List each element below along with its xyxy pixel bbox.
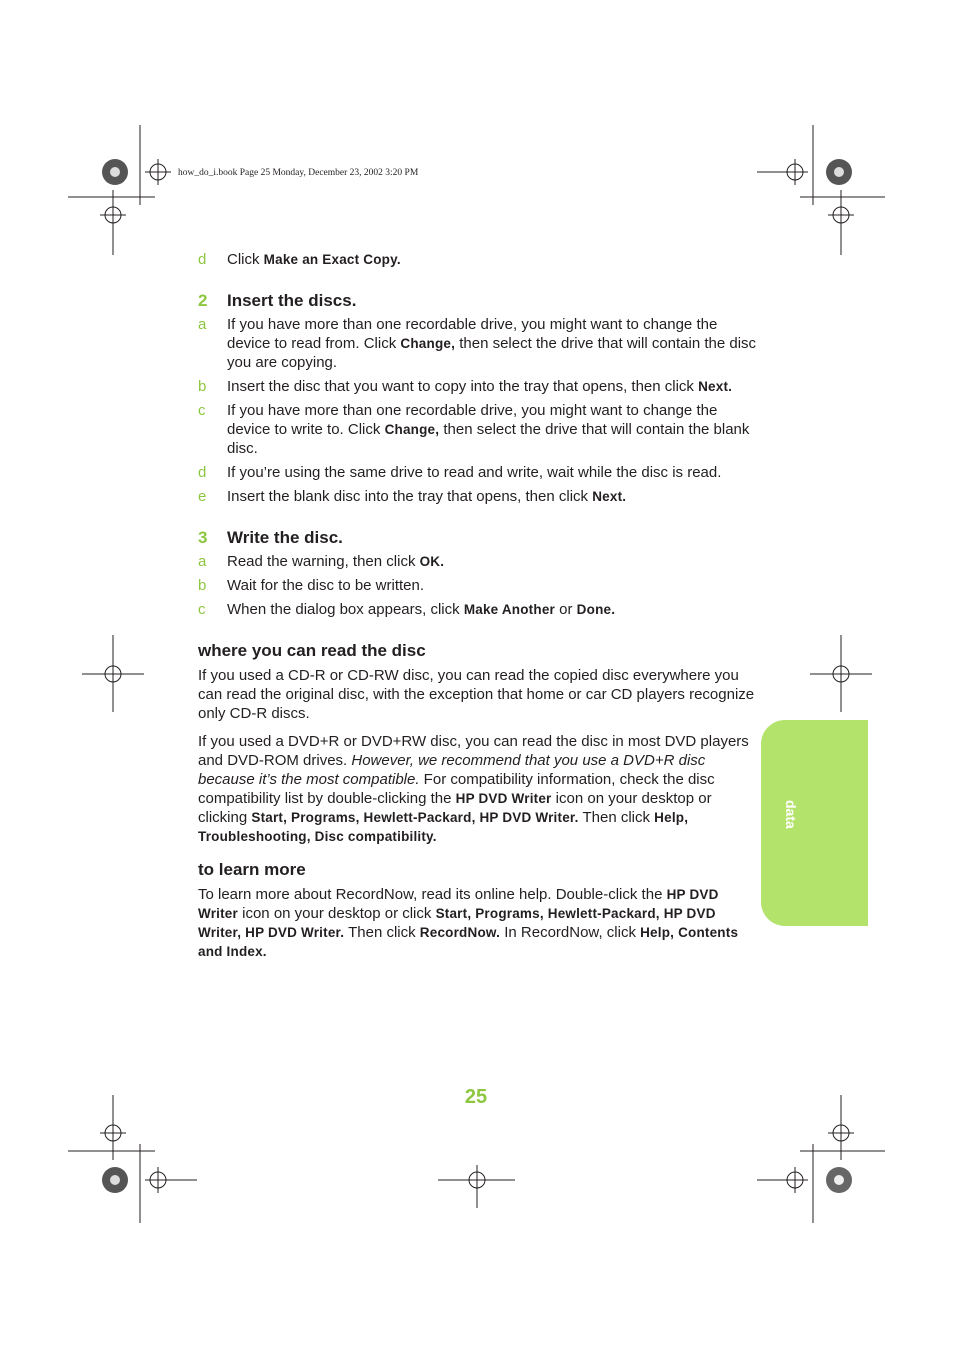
item-text [227,600,758,619]
step-3-items [198,552,758,619]
item-text-part: Read the warning, then click [227,553,420,570]
list-item [198,377,758,396]
step-title: Insert the discs. [227,291,357,310]
side-tab [761,720,868,926]
list-item [198,315,758,372]
ui-term: Start, Programs, Hewlett-Packard, HP DVD Writer, HP DVD Writer. [198,906,716,940]
text-part: If you used a DVD+R or DVD+RW disc, you can read the disc in most DVD players and DVD-ROM drives. [198,733,749,769]
list-item [198,552,758,571]
read-paragraph-2 [198,732,758,846]
list-item [198,487,758,506]
item-letter: a [198,553,207,570]
read-paragraph-1: If you used a CD-R or CD-RW disc, you can read the copied disc everywhere you can read the original disc, with the exception that home or car CD players recognize only CD-R discs. [198,667,755,722]
item-letter: b [198,577,207,594]
item-text [227,487,758,506]
item-text-part: When the dialog box appears, click [227,601,464,618]
item-text [227,552,758,571]
book-header-note: how_do_i.book Page 25 Monday, December 23, 2002 3:20 PM [178,168,419,178]
ui-term: Start, Programs, Hewlett-Packard, HP DVD Writer. [251,810,579,825]
text-part: Then click [344,924,420,941]
learn-paragraph [198,885,758,961]
item-text [227,250,758,269]
ui-term: Next. [698,379,733,394]
page-number: 25 [464,1086,488,1108]
item-text-part: then select the drive that will contain the disc you are copying. [227,335,757,371]
item-text [227,377,758,396]
item-text-part: Insert the disc that you want to copy into the tray that opens, then click [227,378,699,395]
item-letter: d [198,251,207,268]
item-text-part: If you have more than one recordable drive, you might want to change the device to write to. Click [227,402,718,438]
section-heading-learn: to learn more [198,860,306,879]
ui-term: Change, [384,422,440,437]
list-item [198,463,758,482]
list-item [198,600,758,619]
step-2-items [198,315,758,506]
text-part: In RecordNow, click [500,924,641,941]
side-tab-label: data [783,800,799,829]
text-part: For compatibility information, check the disc compatibility list by double-clicking the [198,771,715,807]
ui-term: OK. [419,554,445,569]
item-text [227,401,758,458]
text-part: icon on your desktop or clicking [198,790,712,826]
item-text-part: then select the drive that will contain the blank disc. [227,421,750,457]
step1-item-d [198,250,758,269]
item-letter: a [198,316,207,333]
text-part: icon on your desktop or click [237,905,436,922]
item-letter: c [198,601,206,618]
ui-term: HP DVD Writer [455,791,552,806]
text-part: Then click [578,809,655,826]
step-number: 3 [198,528,208,547]
step-3-heading [198,528,758,547]
item-text-part: Insert the blank disc into the tray that opens, then click [227,488,593,505]
text-part: To learn more about RecordNow, read its online help. Double-click the [198,886,667,903]
ui-term: Change, [400,336,456,351]
list-item [198,576,758,595]
item-text [227,576,758,595]
ui-term: Make an Exact Copy. [263,252,401,267]
ui-term: Help, Troubleshooting, Disc compatibility. [198,810,689,844]
list-item [198,401,758,458]
item-text-part: Wait for the disc to be written. [227,577,425,594]
item-letter: d [198,464,207,481]
step-number: 2 [198,291,208,310]
item-letter: c [198,402,206,419]
ui-term: HP DVD Writer [198,887,719,921]
step-title: Write the disc. [227,528,343,547]
item-text-part: Click [227,251,264,268]
page-content [198,248,758,970]
ui-term: RecordNow. [419,925,501,940]
italic-recommendation: However, we recommend that you use a DVD+R disc because it’s the most compatible. [198,752,706,788]
item-text-part: If you’re using the same drive to read and write, wait while the disc is read. [227,464,722,481]
ui-term: Next. [592,489,627,504]
item-letter: e [198,488,207,505]
ui-term: Make Another [463,602,555,617]
item-text [227,463,758,482]
ui-term: Done. [576,602,616,617]
step-2-heading [198,291,758,310]
item-text [227,315,758,372]
item-letter: b [198,378,207,395]
item-text-part: If you have more than one recordable drive, you might want to change the device to read from. Click [227,316,718,352]
ui-term: Help, Contents and Index. [198,925,739,959]
section-heading-read: where you can read the disc [198,641,426,660]
item-text-part: or [554,601,577,618]
